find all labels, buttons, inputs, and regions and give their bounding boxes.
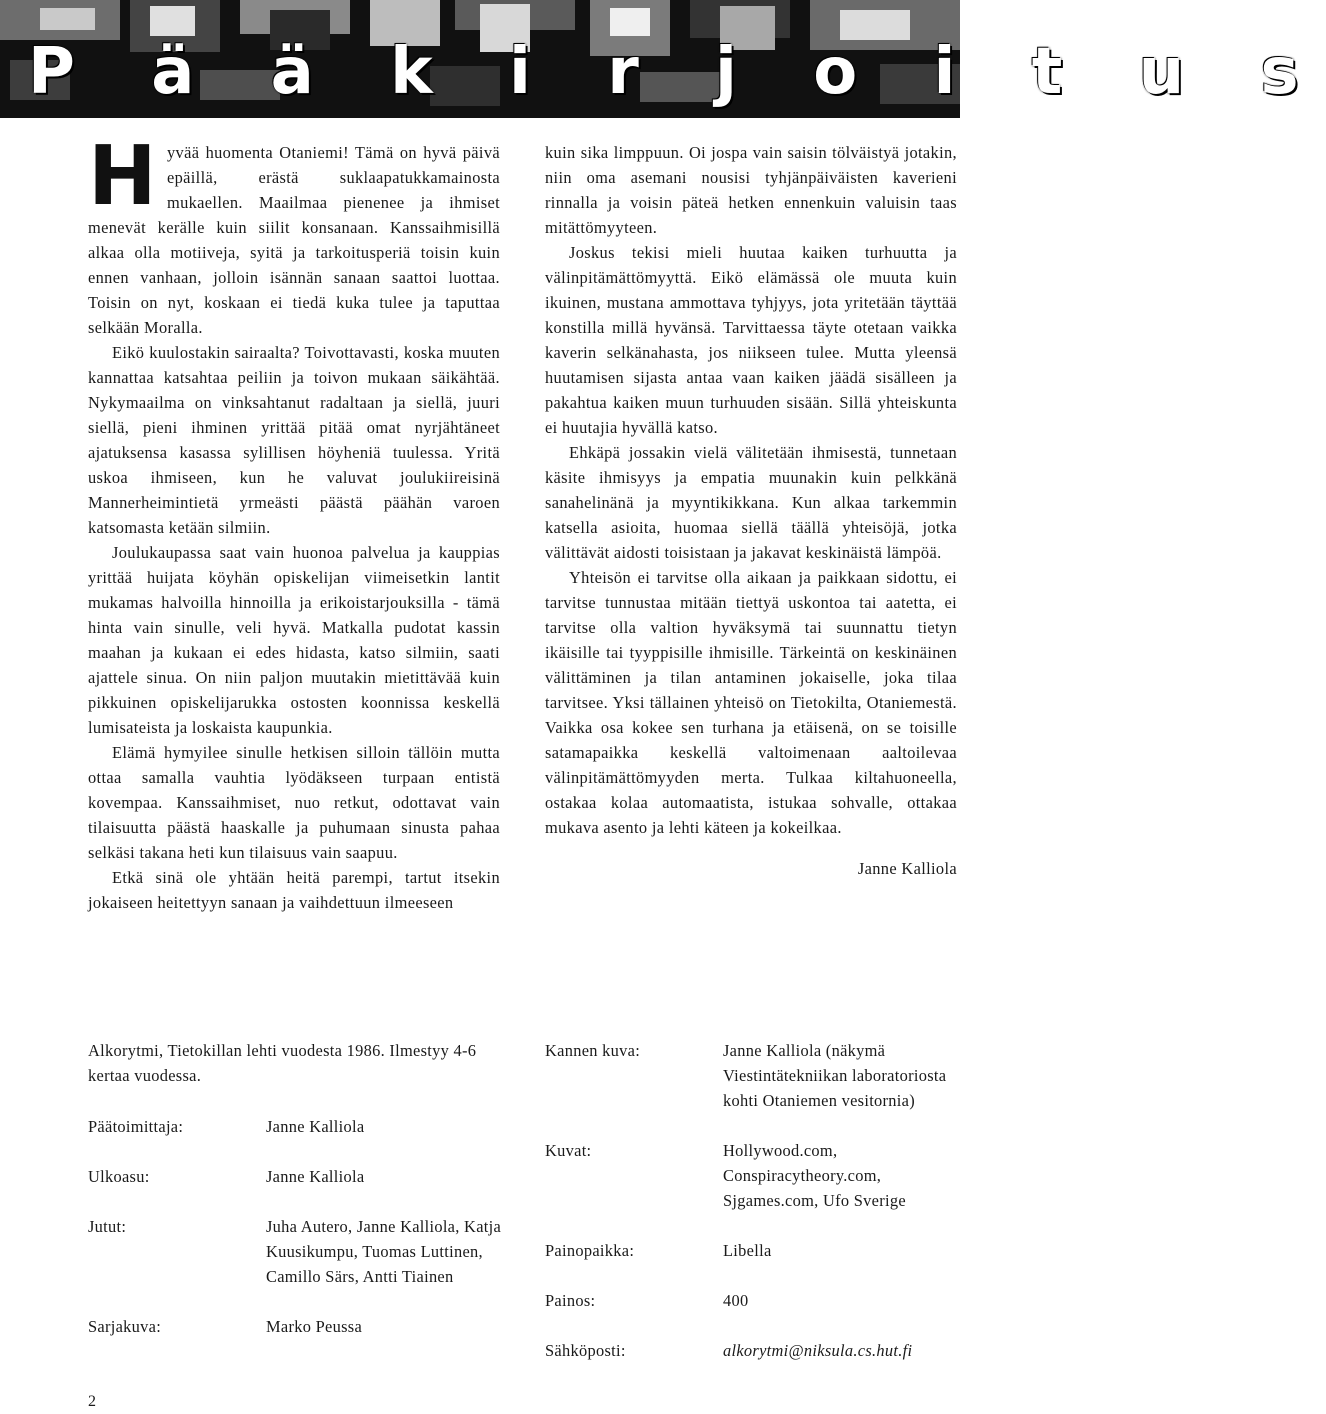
colophon-row xyxy=(545,1038,957,1113)
colophon-row xyxy=(88,1314,508,1339)
article-paragraph: kuin sika limppuun. Oi jospa vain saisin tölväistyä jotakin, niin oma asemani nousisi tyhjänpäiväisten kaverieni rinnalla ja voisin päteä hetken ennenkuin valuisin taas mitättömyyteen. xyxy=(545,143,957,237)
colophon-row xyxy=(545,1238,957,1263)
colophon-row xyxy=(545,1288,957,1313)
colophon-label: Päätoimittaja: xyxy=(88,1117,184,1136)
article-column-right xyxy=(545,140,957,881)
colophon-value: Janne Kalliola xyxy=(266,1117,365,1136)
colophon-value: Marko Peussa xyxy=(266,1317,363,1336)
colophon-value: Hollywood.com, Conspiracytheory.com, Sjgames.com, Ufo Sverige xyxy=(723,1141,906,1210)
colophon-row xyxy=(88,1114,508,1139)
colophon-label: Kuvat: xyxy=(545,1141,592,1160)
colophon-right xyxy=(545,1038,957,1388)
colophon-label: Sarjakuva: xyxy=(88,1317,162,1336)
page-title: P ä ä k i r j o i t u s xyxy=(28,35,1326,109)
colophon-intro: Alkorytmi, Tietokillan lehti vuodesta 1986. Ilmestyy 4-6 kertaa vuodessa. xyxy=(88,1041,477,1085)
article-paragraph: Eikö kuulostakin sairaalta? Toivottavasti, koska muuten kannattaa katsahtaa peiliin ja toivon mukaan säikähtää. Nykymaailma on vinksahtanut radaltaan ja siellä, juuri siellä, pieni ihminen yrittää pitää omat nyrjähtäneet ajatuksensa kasassa sylillisen höyheniä tuulessa. Yritä uskoa ihmiseen, kun he valuvat joulukiireisinä Mannerheimintietä yrmeästi päästä päähän varoen katsomasta ketään silmiin. xyxy=(88,343,500,537)
colophon-value: Libella xyxy=(723,1241,772,1260)
colophon-value: Janne Kalliola xyxy=(266,1167,365,1186)
article-paragraph: Elämä hymyilee sinulle hetkisen silloin tällöin mutta ottaa samalla vauhtia lyödäkseen turpaan entistä kovempaa. Kanssaihmiset, nuo retkut, odottavat vain tilaisuutta päästä haaskalle ja puhumaan sinusta pahaa selkäsi takana heti kun tilaisuus vain saapuu. xyxy=(88,743,500,862)
article-signature: Janne Kalliola xyxy=(857,859,957,878)
colophon-value: Juha Autero, Janne Kalliola, Katja Kuusikumpu, Tuomas Luttinen, Camillo Särs, Antti Tiainen xyxy=(266,1217,502,1286)
colophon-label: Jutut: xyxy=(88,1217,127,1236)
colophon-value: Janne Kalliola (näkymä Viestintätekniikan laboratoriosta kohti Otaniemen vesitornia) xyxy=(723,1041,947,1110)
article-paragraph: Yhteisön ei tarvitse olla aikaan ja paikkaan sidottu, ei tarvitse tunnustaa mitään tiettyä uskontoa tai aatetta, ei tarvitse olla valtion hyväksymä tai suunnattu tietyn ikäisille tai tyyppisille ihmisille. Tärkeintä on keskinäinen välittäminen ja tilan antaminen jokaiselle, joka tilaa tarvitsee. Yksi tällainen yhteisö on Tietokilta, Otaniemestä. Vaikka osa kokee sen turhana ja etäisenä, on se toisille satamapaikka keskellä valtoimenaan aaltoilevaa välinpitämättömyyden merta. Tulkaa kiltahuoneella, ostakaa kolaa automaatista, istukaa sohvalle, ottakaa mukava asento ja lehti käteen ja kokeilkaa. xyxy=(545,568,957,837)
colophon-label: Ulkoasu: xyxy=(88,1167,150,1186)
colophon-row xyxy=(545,1138,957,1213)
drop-cap: H xyxy=(88,129,157,224)
article-paragraph: Etkä sinä ole yhtään heitä parempi, tartut itsekin jokaiseen heitettyyn sanaan ja vaihdettuun ilmeeseen xyxy=(88,868,500,912)
article-paragraph: Joskus tekisi mieli huutaa kaiken turhuutta ja välinpitämättömyyttä. Eikö elämässä ole muuta kuin ikuinen, mustana ammottava tyhjyys, jota yritetään täyttää konstilla millä hyvänsä. Tarvittaessa täyte otetaan vaikka kaverin selkänahasta, jos niikseen tulee. Mutta yleensä huutamisen sijasta antaa vaan kaiken jäädä sisälleen ja pakahtua kaiken muun turhuuden sisään. Sillä yhteiskunta ei huutajia hyvällä katso. xyxy=(545,243,957,437)
colophon-row xyxy=(88,1164,508,1189)
colophon-row xyxy=(545,1338,957,1363)
header-banner xyxy=(0,0,1326,118)
article-paragraph: Joulukaupassa saat vain huonoa palvelua ja kauppias yrittää huijata köyhän opiskelijan viimeisetkin lantit mukamas halvoilla hinnoilla ja erikoistarjouksilla - tämä hinta vain sinulle, veli hyvä. Matkalla pudotat kassin maahan ja kukaan ei edes hidasta, katso silmiin, saati ajattele sinua. On niin paljon muutakin mietittävää kuin pikkuinen opiskelijarukka ostosten koonnissa keskellä lumisateista ja loskaista kaupunkia. xyxy=(88,543,500,737)
colophon-label: Painos: xyxy=(545,1291,596,1310)
colophon-value: 400 xyxy=(723,1291,749,1310)
article-paragraph: Hyvää huomenta Otaniemi! Tämä on hyvä päivä epäillä, erästä suklaapatukkamainosta mukaellen. Maailmaa pienenee ja ihmiset menevät kerälle kuin siilit konsanaan. Kanssaihmisillä alkaa olla motiiveja, syitä ja tarkoitusperiä toisin kuin ennen vanhaan, jolloin isännän sanaan saattoi luottaa. Toisin on nyt, koskaan ei tiedä kuka tulee ja taputtaa selkään Moralla. xyxy=(88,129,500,337)
article-paragraph: Ehkäpä jossakin vielä välitetään ihmisestä, tunnetaan käsite ihmisyys ja empatia muunakin kuin pelkkänä sanahelinänä ja myyntikikkana. Kun alkaa tarkemmin katsella asioita, huomaa siellä täällä yhteisöjä, jotka välittävät aidosti toisistaan ja jakavat keskinäistä lämpöä. xyxy=(545,443,957,562)
page-number: 2 xyxy=(88,1393,96,1410)
colophon-label: Sähköposti: xyxy=(545,1341,626,1360)
colophon-left xyxy=(88,1038,508,1364)
email-address: alkorytmi@niksula.cs.hut.fi xyxy=(723,1341,913,1360)
article-column-left xyxy=(88,129,500,915)
colophon-label: Kannen kuva: xyxy=(545,1041,641,1060)
colophon-label: Painopaikka: xyxy=(545,1241,635,1260)
colophon-row xyxy=(88,1214,508,1289)
